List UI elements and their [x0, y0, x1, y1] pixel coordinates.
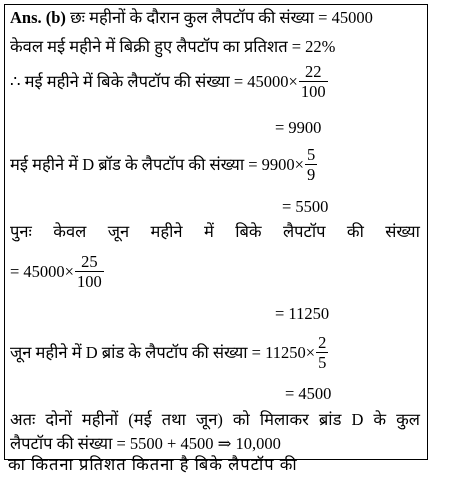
fraction-2-5: [316, 333, 328, 372]
word: की: [346, 222, 364, 241]
answer-line-10: [10, 333, 328, 372]
june-sold-lhs: = 45000×: [10, 261, 74, 281]
word: अतः: [10, 410, 36, 429]
answer-line-3: [10, 62, 328, 101]
june-brand-d-lhs: जून महीने में D ब्रांड के लैपटॉप की संख्या = 11250×: [10, 342, 316, 362]
cropped-next-line: [8, 455, 423, 474]
answer-line-12: [10, 410, 420, 430]
answer-label: Ans. (b): [10, 8, 66, 27]
total-laptops-text: छः महीनों के दौरान कुल लैपटॉप की संख्या = 45000: [70, 8, 373, 27]
word: (मई: [128, 410, 152, 429]
answer-line-8: [10, 252, 104, 291]
word: ब्रांड: [318, 410, 342, 429]
may-percentage-text: केवल मई महीने में बिक्री हुए लैपटॉप का प्रतिशत = 22%: [10, 37, 336, 56]
answer-line-13: [10, 434, 281, 454]
fraction-5-9: [305, 145, 317, 184]
fraction-denominator: 9: [306, 165, 316, 184]
word: में: [203, 222, 214, 241]
word: बिके: [235, 222, 262, 241]
fraction-denominator: 5: [318, 353, 327, 372]
fraction-numerator: 25: [81, 252, 98, 271]
word: जून): [195, 410, 223, 429]
word: केवल: [53, 222, 87, 241]
fraction-denominator: 100: [77, 272, 102, 291]
answer-line-5: [10, 145, 317, 184]
word: पुनः: [10, 222, 32, 241]
word: D: [351, 410, 364, 429]
word: कुल: [396, 410, 420, 429]
answer-line-7: [10, 222, 420, 242]
fraction-22-100: [299, 62, 328, 101]
fraction-25-100: [75, 252, 104, 291]
answer-line-11: [285, 384, 331, 404]
word: जून: [107, 222, 130, 241]
fraction-numerator: 5: [306, 145, 316, 164]
word: मिलाकर: [259, 410, 309, 429]
word: दोनों: [45, 410, 72, 429]
may-brand-d-result: = 5500: [282, 197, 329, 216]
fraction-numerator: 22: [305, 62, 322, 81]
word: को: [232, 410, 250, 429]
word: संख्या: [385, 222, 420, 241]
may-sold-lhs: ∴ मई महीने में बिके लैपटॉप की संख्या = 45000×: [10, 71, 298, 91]
answer-line-6: [282, 197, 328, 217]
final-total-text: लैपटॉप की संख्या = 5500 + 4500 ⇒ 10,000: [10, 434, 281, 453]
answer-line-2: [10, 37, 335, 57]
word: महीने: [150, 222, 183, 241]
word: महीनों: [81, 410, 119, 429]
answer-line-9: [275, 304, 329, 324]
word: के: [373, 410, 387, 429]
may-brand-d-lhs: मई महीने में D ब्रॉड के लैपटॉप की संख्या = 9900×: [10, 154, 304, 174]
fraction-numerator: 2: [318, 333, 327, 352]
june-brand-d-result: = 4500: [285, 384, 332, 403]
cropped-text: का कितना प्रतिशत कितना है बिके लैपटॉप की: [8, 455, 298, 474]
word: तथा: [161, 410, 186, 429]
word: लैपटॉप: [282, 222, 326, 241]
answer-line-1: [10, 8, 373, 28]
answer-line-4: [275, 118, 321, 138]
june-sold-result: = 11250: [275, 304, 330, 323]
fraction-denominator: 100: [300, 82, 326, 101]
may-sold-result: = 9900: [275, 118, 322, 137]
